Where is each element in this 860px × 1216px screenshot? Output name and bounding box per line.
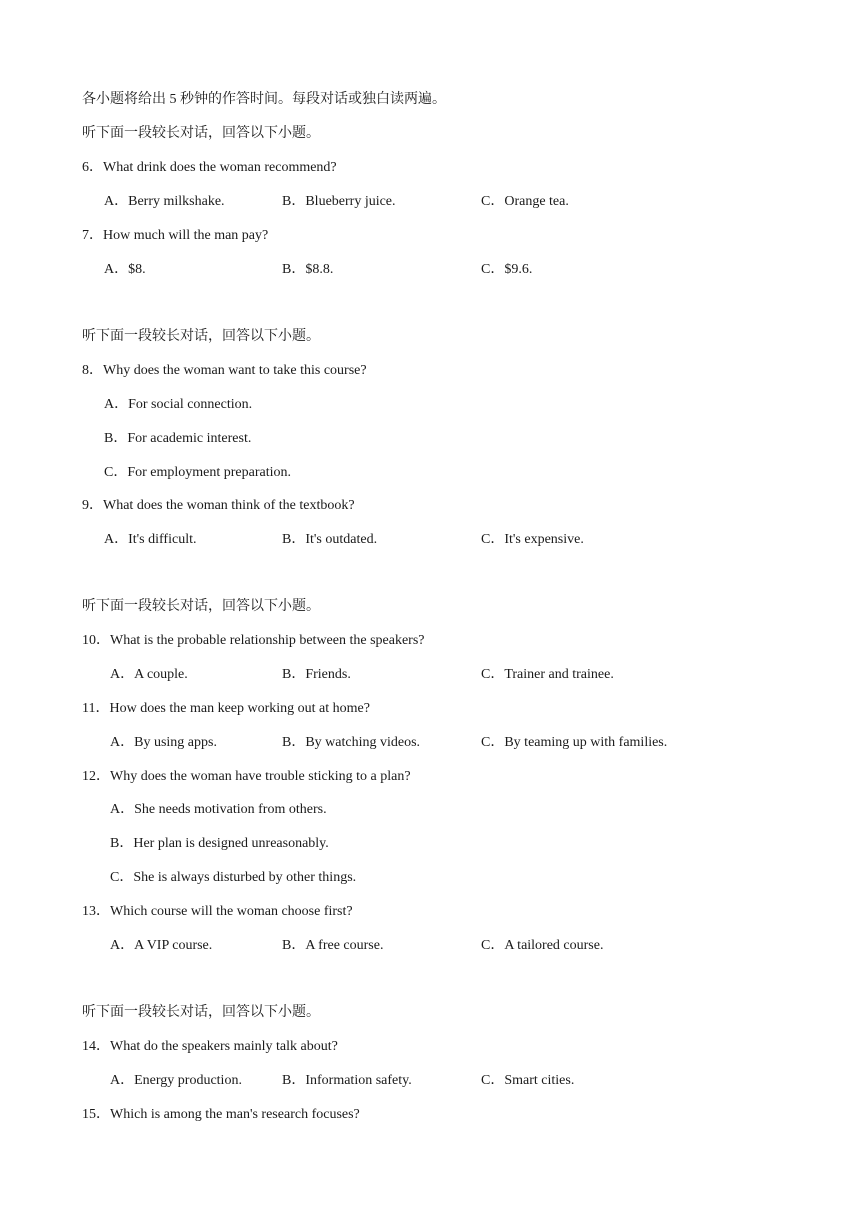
question-9-option-c[interactable]: C．It's expensive. (481, 532, 584, 547)
question-8-option-a[interactable]: A．For social connection. (104, 397, 253, 412)
question-7: 7．How much will the man pay? (82, 228, 269, 243)
question-7-option-b[interactable]: B．$8.8. (282, 262, 334, 277)
question-14-option-c[interactable]: C．Smart cities. (481, 1073, 575, 1088)
instructions-text: 各小题将给出 5 秒钟的作答时间。每段对话或独白读两遍。 (82, 92, 446, 107)
question-8: 8．Why does the woman want to take this course? (82, 363, 367, 378)
section-heading: 听下面一段较长对话，回答以下小题。 (82, 329, 320, 344)
section-heading: 听下面一段较长对话，回答以下小题。 (82, 599, 320, 614)
question-8-option-c[interactable]: C．For employment preparation. (104, 465, 292, 480)
question-6: 6．What drink does the woman recommend? (82, 160, 337, 175)
question-6-option-a[interactable]: A．Berry milkshake. (104, 194, 225, 209)
question-10-option-c[interactable]: C．Trainer and trainee. (481, 667, 614, 682)
question-6-option-c[interactable]: C．Orange tea. (481, 194, 569, 209)
question-9-option-b[interactable]: B．It's outdated. (282, 532, 378, 547)
question-12-option-a[interactable]: A．She needs motivation from others. (110, 802, 327, 817)
question-13: 13．Which course will the woman choose first? (82, 904, 353, 919)
question-9: 9．What does the woman think of the textbook? (82, 498, 355, 513)
question-8-option-b[interactable]: B．For academic interest. (104, 431, 252, 446)
question-12-option-b[interactable]: B．Her plan is designed unreasonably. (110, 836, 329, 851)
question-13-option-a[interactable]: A．A VIP course. (110, 938, 213, 953)
question-11: 11．How does the man keep working out at home? (82, 701, 370, 716)
question-6-option-b[interactable]: B．Blueberry juice. (282, 194, 396, 209)
question-7-option-c[interactable]: C．$9.6. (481, 262, 533, 277)
question-10-option-b[interactable]: B．Friends. (282, 667, 351, 682)
question-11-option-c[interactable]: C．By teaming up with families. (481, 735, 668, 750)
section-heading: 听下面一段较长对话，回答以下小题。 (82, 126, 320, 141)
question-11-option-a[interactable]: A．By using apps. (110, 735, 217, 750)
question-13-option-b[interactable]: B．A free course. (282, 938, 384, 953)
question-10-option-a[interactable]: A．A couple. (110, 667, 188, 682)
question-12: 12．Why does the woman have trouble sticking to a plan? (82, 769, 411, 784)
question-15: 15．Which is among the man's research focuses? (82, 1107, 360, 1122)
question-14-option-b[interactable]: B．Information safety. (282, 1073, 412, 1088)
section-heading: 听下面一段较长对话，回答以下小题。 (82, 1005, 320, 1020)
question-7-option-a[interactable]: A．$8. (104, 262, 146, 277)
question-12-option-c[interactable]: C．She is always disturbed by other things. (110, 870, 357, 885)
question-10: 10．What is the probable relationship between the speakers? (82, 633, 425, 648)
question-9-option-a[interactable]: A．It's difficult. (104, 532, 197, 547)
question-13-option-c[interactable]: C．A tailored course. (481, 938, 604, 953)
question-11-option-b[interactable]: B．By watching videos. (282, 735, 421, 750)
question-14-option-a[interactable]: A．Energy production. (110, 1073, 242, 1088)
question-14: 14．What do the speakers mainly talk about? (82, 1039, 338, 1054)
